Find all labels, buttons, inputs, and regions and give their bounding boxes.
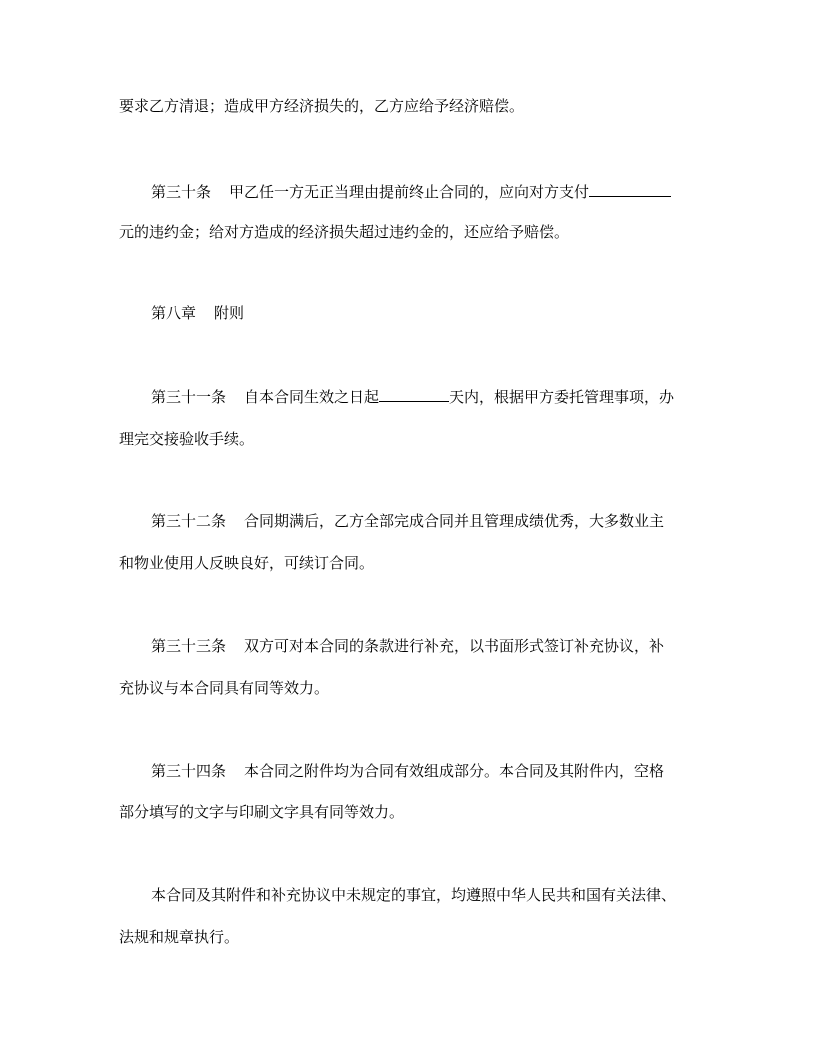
closing-text: 本合同及其附件和补充协议中未规定的事宜，均遵照中华人民共和国有关法律、 <box>151 886 677 904</box>
article-32-line-1 <box>151 511 664 531</box>
article-31-line-2 <box>119 429 254 449</box>
closing-line-2 <box>119 927 239 947</box>
closing-line-1 <box>151 885 676 905</box>
article-text: 元的违约金；给对方造成的经济损失超过违约金的，还应给予赔偿。 <box>119 223 570 241</box>
article-30-line-2 <box>119 222 569 242</box>
article-label: 第三十一条 <box>151 388 227 406</box>
article-text: 理完交接验收手续。 <box>119 430 255 448</box>
article-34-line-1 <box>151 761 664 781</box>
article-34-line-2 <box>119 802 404 822</box>
article-text: 充协议与本合同具有同等效力。 <box>119 679 330 697</box>
paragraph-text: 要求乙方清退；造成甲方经济损失的，乙方应给予经济赔偿。 <box>119 97 525 115</box>
chapter-label: 第八章 <box>151 304 197 322</box>
paragraph-continuation <box>119 96 524 116</box>
fill-in-blank <box>379 386 449 402</box>
article-label: 第三十二条 <box>151 512 227 530</box>
article-text: 本合同之附件均为合同有效组成部分。本合同及其附件内，空格 <box>244 762 665 780</box>
article-33-line-1 <box>151 636 664 656</box>
chapter-heading <box>151 303 244 323</box>
article-text: 天内，根据甲方委托管理事项，办 <box>449 388 675 406</box>
article-31-line-1 <box>151 386 674 406</box>
article-label: 第三十条 <box>151 183 212 201</box>
article-label: 第三十三条 <box>151 637 227 655</box>
fill-in-blank <box>589 181 671 197</box>
chapter-title: 附则 <box>214 304 245 322</box>
article-text: 自本合同生效之日起 <box>244 388 380 406</box>
article-text: 部分填写的文字与印刷文字具有同等效力。 <box>119 803 405 821</box>
article-32-line-2 <box>119 553 374 573</box>
article-text: 合同期满后，乙方全部完成合同并且管理成绩优秀，大多数业主 <box>244 512 665 530</box>
article-label: 第三十四条 <box>151 762 227 780</box>
article-30-line-1 <box>151 181 671 201</box>
article-text: 双方可对本合同的条款进行补充，以书面形式签订补充协议，补 <box>244 637 665 655</box>
article-text: 甲乙任一方无正当理由提前终止合同的，应向对方支付 <box>229 183 590 201</box>
article-text: 和物业使用人反映良好，可续订合同。 <box>119 554 375 572</box>
article-33-line-2 <box>119 678 329 698</box>
closing-text: 法规和规章执行。 <box>119 928 240 946</box>
